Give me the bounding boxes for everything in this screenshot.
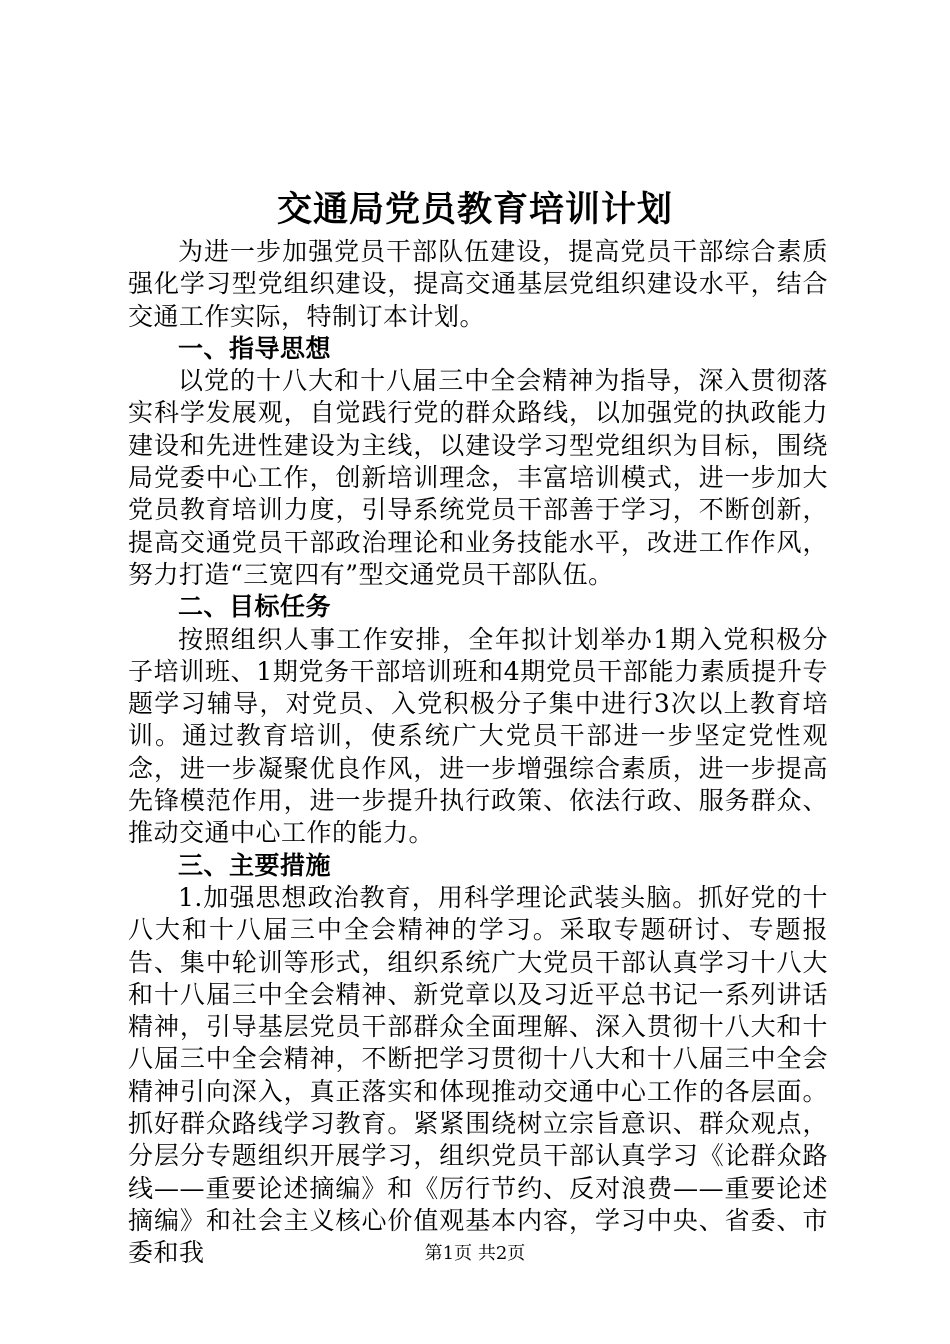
section-heading-main-measures: 三、主要措施 bbox=[178, 850, 332, 880]
section-heading-guiding-ideology: 一、指导思想 bbox=[178, 333, 332, 363]
section-paragraph-main-measures: 1.加强思想政治教育，用科学理论武装头脑。抓好党的十八大和十八届三中全会精神的学习。采取专题研讨、专题报告、集中轮训等形式，组织系统广大党员干部认真学习十八大和十八届三中全会精神、新党章以及习近平总书记一系列讲话精神，引导基层党员干部群众全面理解、深入贯彻十八大和十八届三中全会精神，不断把学习贯彻十八大和十八届三中全会精神引向深入，真正落实和体现推动交通中心工作的各层面。抓好群众路线学习教育。紧紧围绕树立宗旨意识、群众观点，分层分专题组织开展学习，组织党员干部认真学习《论群众路线——重要论述摘编》和《厉行节约、反对浪费——重要论述摘编》和社会主义核心价值观基本内容，学习中央、省委、市委和我 bbox=[128, 882, 828, 1268]
section-paragraph-guiding-ideology: 以党的十八大和十八届三中全会精神为指导，深入贯彻落实科学发展观，自觉践行党的群众路线，以加强党的执政能力建设和先进性建设为主线，以建设学习型党组织为目标，围绕局党委中心工作，创新培训理念，丰富培训模式，进一步加大党员教育培训力度，引导系统党员干部善于学习，不断创新，提高交通党员干部政治理论和业务技能水平，改进工作作风，努力打造“三宽四有”型交通党员干部队伍。 bbox=[128, 366, 828, 589]
section-paragraph-goals-tasks: 按照组织人事工作安排，全年拟计划举办1期入党积极分子培训班、1期党务干部培训班和4期党员干部能力素质提升专题学习辅导，对党员、入党积极分子集中进行3次以上教育培训。通过教育培训，使系统广大党员干部进一步坚定党性观念，进一步凝聚优良作风，进一步增强综合素质，进一步提高先锋模范作用，进一步提升执行政策、依法行政、服务群众、推动交通中心工作的能力。 bbox=[128, 624, 828, 848]
document-title: 交通局党员教育培训计划 bbox=[276, 189, 673, 230]
intro-paragraph: 为进一步加强党员干部队伍建设，提高党员干部综合素质强化学习型党组织建设，提高交通基层党组织建设水平，结合交通工作实际，特制订本计划。 bbox=[128, 237, 828, 331]
document-body bbox=[128, 236, 828, 1270]
page-footer: 第1页 共2页 bbox=[424, 1243, 526, 1264]
section-heading-goals-tasks: 二、目标任务 bbox=[178, 592, 332, 622]
